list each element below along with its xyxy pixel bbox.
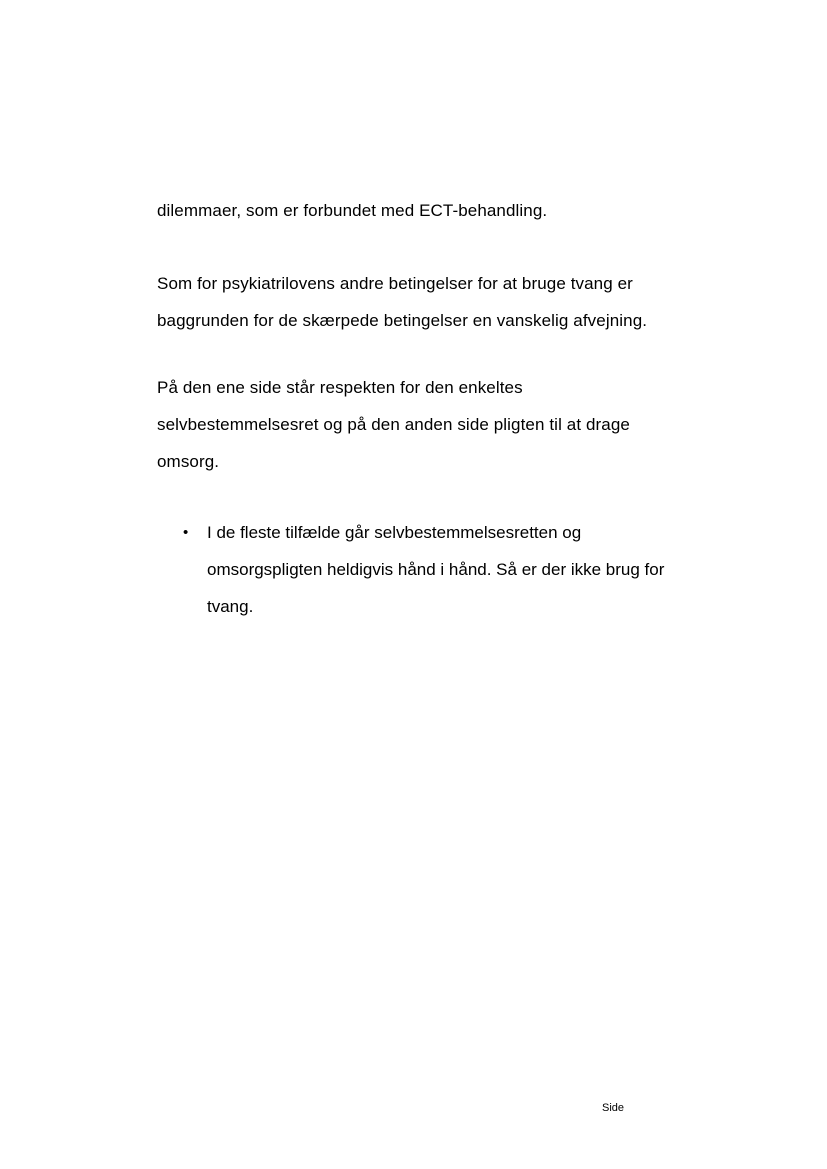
- bullet-list: [157, 514, 677, 625]
- bullet-icon: •: [183, 524, 189, 541]
- page-footer-label: Side: [602, 1102, 625, 1114]
- paragraph-intro: [157, 192, 677, 229]
- paragraph-conditions: [157, 265, 677, 339]
- paragraph-text: dilemmaer, som er forbundet med ECT-behandling.: [157, 201, 548, 220]
- list-item: [157, 514, 677, 625]
- paragraph-text: På den ene side står respekten for den enkeltes selvbestemmelsesret og på den anden side pligten til at drage omsorg.: [157, 378, 630, 471]
- list-item-text: I de fleste tilfælde går selvbestemmelsesretten og omsorgspligten heldigvis hånd i hånd. Så er der ikke brug for tvang.: [207, 523, 665, 616]
- paragraph-text: Som for psykiatrilovens andre betingelser for at bruge tvang er baggrunden for de skærpede betingelser en vanskelig afvejning.: [157, 274, 648, 330]
- paragraph-balance: [157, 369, 677, 480]
